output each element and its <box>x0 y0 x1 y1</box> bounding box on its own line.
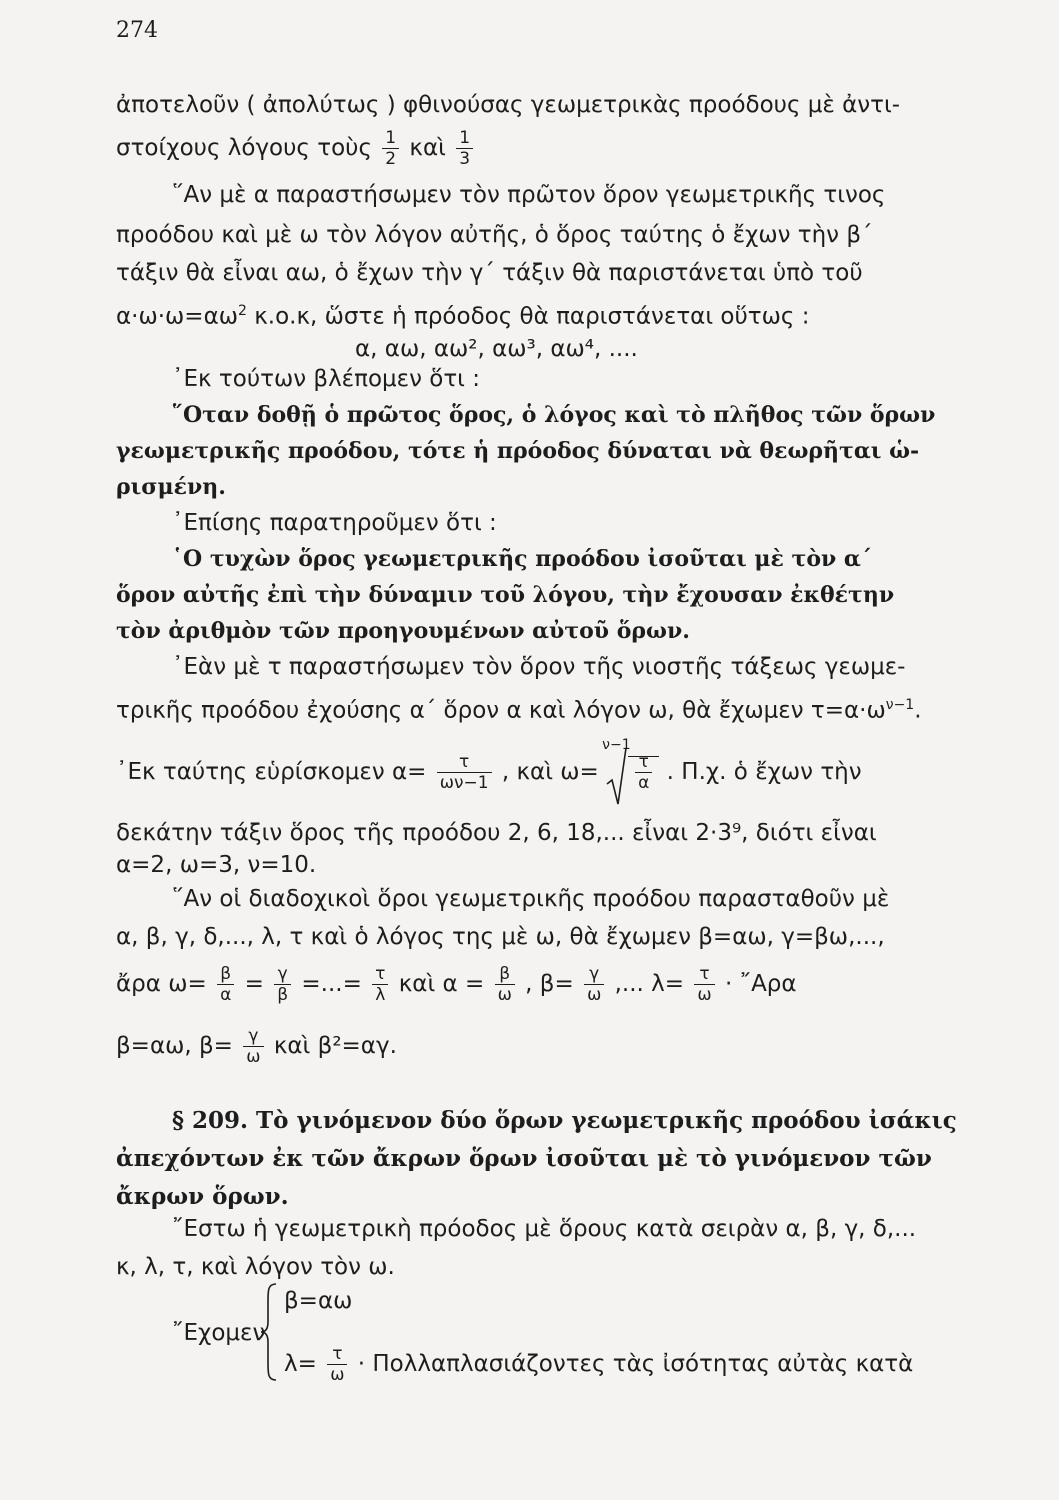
text-line: προόδου καὶ μὲ ω τὸν λόγον αὐτῆς, ὁ ὅρος ταύτης ὁ ἔχων τὴν β΄ <box>116 222 873 248</box>
radical-sign-icon <box>606 746 628 808</box>
fraction: $\frac{\tau}{\omega\nu-1}$ <box>437 752 492 793</box>
formula-line: α, αω, αω², αω³, αω⁴, .... <box>355 336 638 362</box>
formula-line: β=αω, β= $\frac{\gamma}{\omega}$ καὶ β²=αγ. <box>116 1026 397 1067</box>
text-line: ἀποτελοῦν ( ἀπολύτως ) φθινούσας γεωμετρικὰς προόδους μὲ ἀντι- <box>116 92 901 118</box>
theorem-line: ρισμένη. <box>116 474 226 500</box>
fraction: $\frac{\beta}{\alpha}$ <box>217 964 234 1005</box>
theorem-line: τὸν ἀριθμὸν τῶν προηγουμένων αὐτοῦ ὅρων. <box>116 618 690 644</box>
fraction: $\frac{\beta}{\omega}$ <box>495 964 515 1005</box>
section-heading: ἄκρων ὅρων. <box>116 1183 289 1210</box>
text-line: δεκάτην τάξιν ὅρος τῆς προόδου 2, 6, 18,... εἶναι 2·3⁹, διότι εἶναι <box>116 820 877 846</box>
fraction: $\frac{\tau}{\lambda}$ <box>372 964 388 1005</box>
theorem-line: ὅρον αὐτῆς ἐπὶ τὴν δύναμιν τοῦ λόγου, τὴν ἔχουσαν ἐκθέτην <box>116 582 895 608</box>
fraction: $\frac{\tau}{\omega}$ <box>694 964 714 1005</box>
text-line: κ, λ, τ, καὶ λόγον τὸν ω. <box>116 1254 395 1280</box>
text-line: τάξιν θὰ εἶναι αω, ὁ ἔχων τὴν γ΄ τάξιν θὰ παριστάνεται ὑπὸ τοῦ <box>116 260 863 286</box>
text-line: ῞Αν μὲ α παραστήσωμεν τὸν πρῶτον ὅρον γεωμετρικῆς τινος <box>172 182 886 208</box>
radical: ν−1 $\frac{\tau}{\alpha}$ <box>606 752 659 793</box>
text-line: α=2, ω=3, ν=10. <box>116 852 317 878</box>
fraction: $\frac{1}{2}$ <box>382 128 399 169</box>
page-number: 274 <box>116 18 158 43</box>
text-line: ᾿Εὰν μὲ τ παραστήσωμεν τὸν ὅρον τῆς νιοστῆς τάξεως γεωμε- <box>172 654 906 680</box>
text-line: ῎Εστω ἡ γεωμετρικὴ πρόοδος μὲ ὅρους κατὰ σειρὰν α, β, γ, δ,... <box>172 1216 917 1242</box>
text-line: α, β, γ, δ,..., λ, τ καὶ ὁ λόγος της μὲ ω, θὰ ἔχωμεν β=αω, γ=βω,..., <box>116 924 885 950</box>
text-line: ῞Αν οἱ διαδοχικοὶ ὅροι γεωμετρικῆς προόδου παρασταθοῦν μὲ <box>172 886 890 912</box>
fraction: $\frac{\gamma}{\beta}$ <box>274 964 291 1005</box>
text-line: ῎Εχομεν <box>172 1320 266 1346</box>
formula-line: ᾿Εκ ταύτης εὑρίσκομεν α= $\frac{\tau}{\omega\nu-1}$ , καὶ ω= ν−1 $\frac{\tau}{\alpha}$ . Π.χ. ὁ ἔχων τὴν <box>116 752 862 793</box>
theorem-line: γεωμετρικῆς προόδου, τότε ἡ πρόοδος δύναται νὰ θεωρῆται ὡ- <box>116 438 920 464</box>
fraction: $\frac{\gamma}{\omega}$ <box>243 1026 263 1067</box>
left-brace-icon <box>258 1282 280 1382</box>
formula-line: λ= $\frac{\tau}{\omega}$ · Πολλαπλασιάζοντες τὰς ἰσότητας αὐτὰς κατὰ <box>284 1344 914 1385</box>
theorem-line: ῞Οταν δοθῇ ὁ πρῶτος ὅρος, ὁ λόγος καὶ τὸ πλῆθος τῶν ὅρων <box>172 402 936 428</box>
fraction: $\frac{\tau}{\alpha}$ <box>635 752 652 793</box>
text-line: ᾿Επίσης παρατηροῦμεν ὅτι : <box>172 510 497 536</box>
text-line: στοίχους λόγους τοὺς $\frac{1}{2}$ καὶ $\frac{1}{3}$ <box>116 128 476 169</box>
fraction: $\frac{1}{3}$ <box>456 128 473 169</box>
fraction: $\frac{\tau}{\omega}$ <box>327 1344 347 1385</box>
theorem-line: ῾Ο τυχὼν ὅρος γεωμετρικῆς προόδου ἰσοῦται μὲ τὸν α΄ <box>172 546 872 572</box>
text-line: ᾿Εκ τούτων βλέπομεν ὅτι : <box>172 366 481 392</box>
section-heading: ἀπεχόντων ἐκ τῶν ἄκρων ὅρων ἰσοῦται μὲ τὸ γινόμενον τῶν <box>116 1145 932 1172</box>
text-line: τρικῆς προόδου ἐχούσης α΄ ὅρον α καὶ λόγον ω, θὰ ἔχωμεν $\tau=\alpha\cdot\omega^{\nu-1}$. <box>116 697 922 724</box>
formula-line: ἄρα ω= $\frac{\beta}{\alpha}$ = $\frac{\gamma}{\beta}$ =...= $\frac{\tau}{\lambda}$ καὶ α = $\frac{\beta}{\omega}$ , β= $\frac{\gamma}{\omega}$ ,... λ= $\frac{\tau}{\omega}$ · ῎Αρα <box>116 964 797 1005</box>
formula-line: β=αω <box>284 1288 353 1314</box>
fraction: $\frac{\gamma}{\omega}$ <box>584 964 604 1005</box>
section-heading: § 209. Τὸ γινόμενον δύο ὅρων γεωμετρικῆς προόδου ἰσάκις <box>172 1107 957 1134</box>
text-line: $\alpha\cdot\omega\cdot\omega=\alpha\omega^2$ κ.ο.κ, ὥστε ἡ πρόοδος θὰ παριστάνεται οὕτως : <box>116 303 810 330</box>
